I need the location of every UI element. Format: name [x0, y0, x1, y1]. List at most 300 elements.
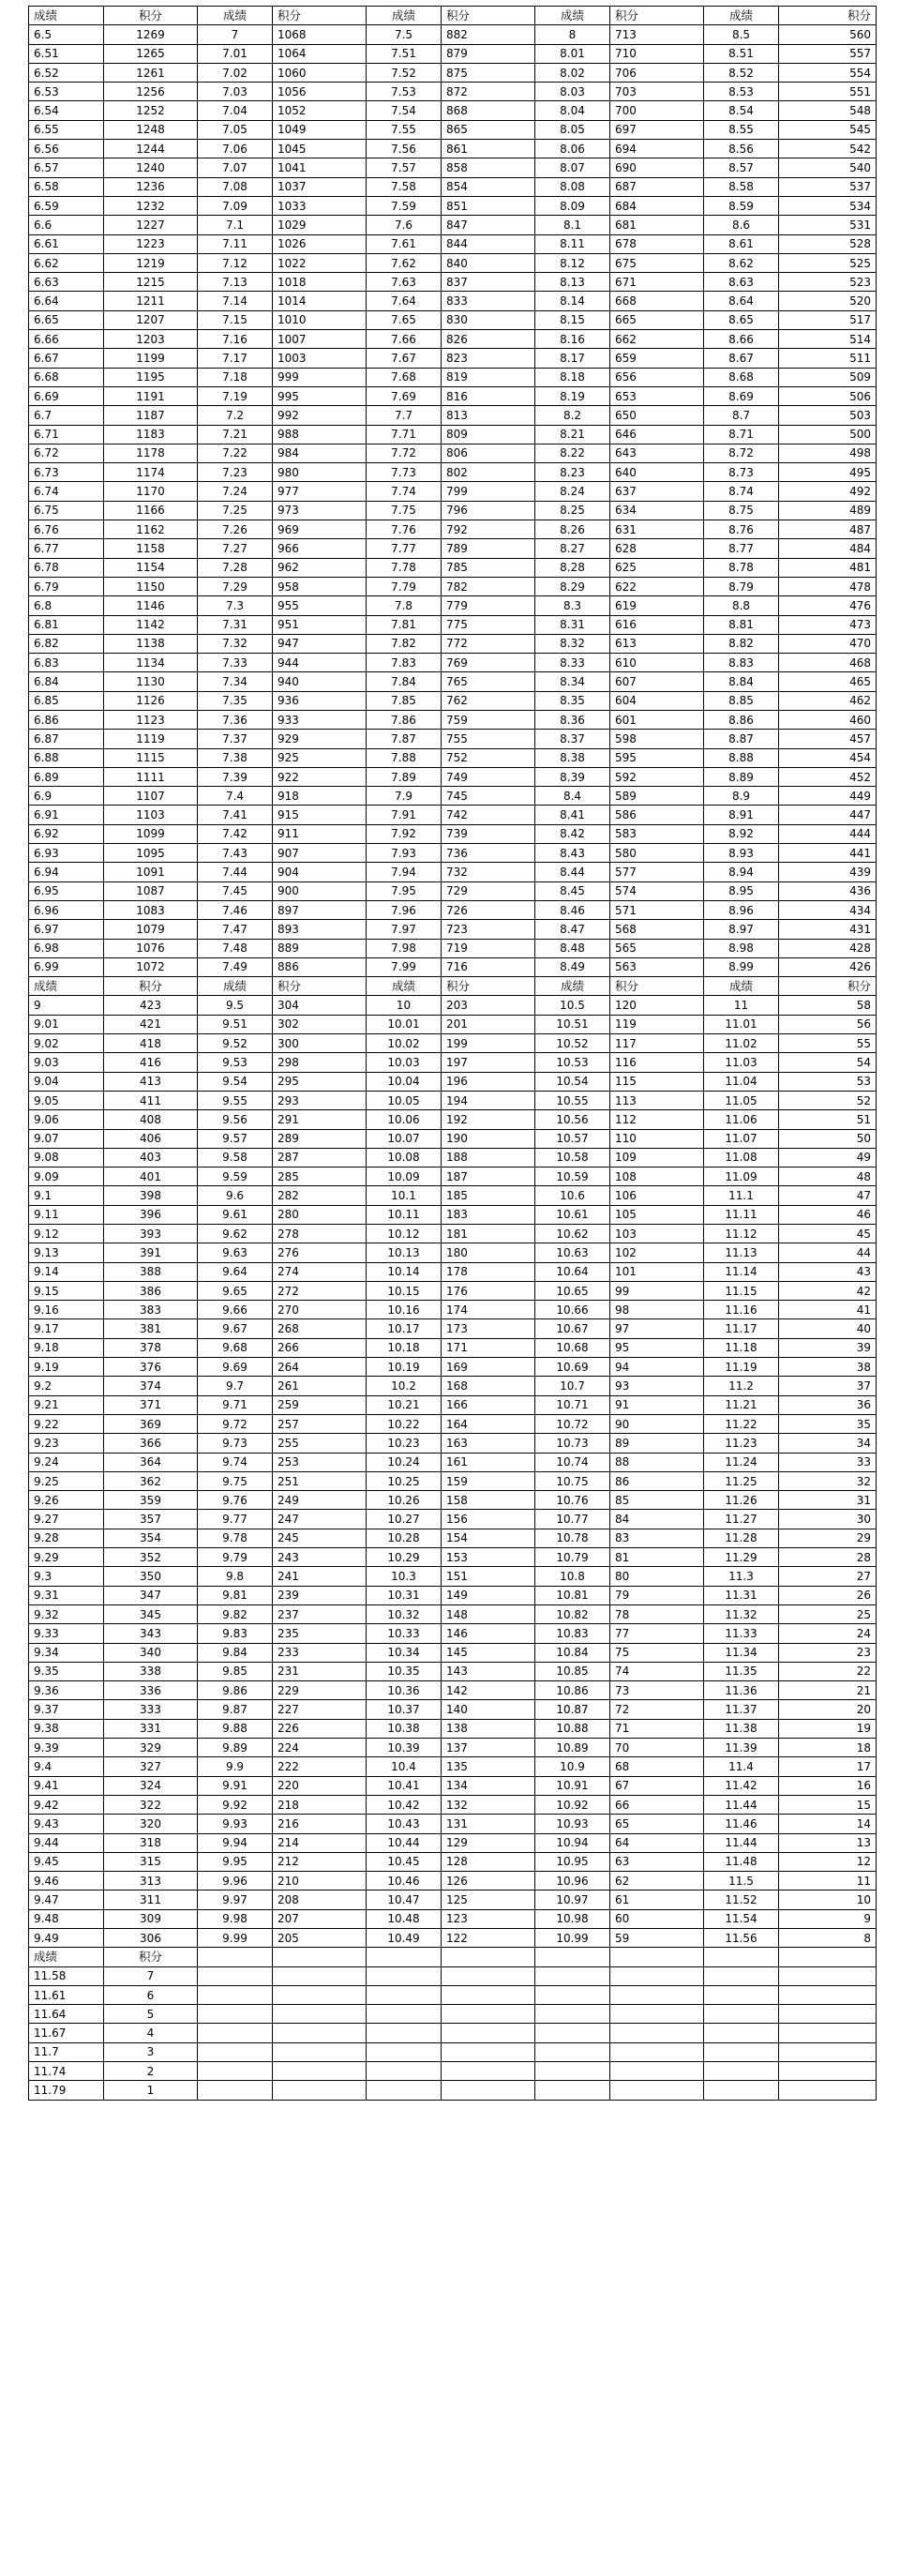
points-cell: 762: [442, 691, 535, 710]
score-cell: 9.77: [198, 1510, 273, 1529]
table-row: [29, 1529, 877, 1547]
points-cell: 2: [104, 2062, 198, 2081]
points-cell: 465: [779, 672, 877, 691]
points-cell: 343: [104, 1624, 198, 1643]
points-cell: 134: [442, 1776, 535, 1795]
points-cell: 1191: [104, 386, 198, 405]
score-header: 成绩: [198, 7, 273, 25]
score-cell: 6.89: [29, 767, 104, 786]
table-row: [29, 1015, 877, 1033]
points-cell: 72: [610, 1700, 704, 1719]
score-cell: 8.86: [704, 710, 779, 729]
score-cell: 10.67: [535, 1319, 610, 1338]
score-cell: 10.87: [535, 1700, 610, 1719]
score-cell: 8.26: [535, 520, 610, 539]
points-cell: 251: [273, 1471, 367, 1490]
points-cell: 67: [610, 1776, 704, 1795]
points-cell: 185: [442, 1186, 535, 1205]
points-cell: 1215: [104, 273, 198, 292]
score-cell: 8.83: [704, 654, 779, 672]
table-row: [29, 349, 877, 368]
points-cell: 619: [610, 596, 704, 615]
score-cell: 6.84: [29, 672, 104, 691]
points-cell: 643: [610, 444, 704, 462]
points-cell: 1227: [104, 216, 198, 234]
points-cell: 85: [610, 1491, 704, 1510]
empty-cell: [273, 1948, 367, 1966]
table-row: [29, 1414, 877, 1433]
points-cell: 3: [104, 2042, 198, 2061]
points-cell: 128: [442, 1852, 535, 1871]
score-cell: 6.85: [29, 691, 104, 710]
points-cell: 1103: [104, 806, 198, 824]
score-cell: 11.5: [704, 1872, 779, 1891]
empty-cell: [704, 1985, 779, 2004]
score-cell: 6.64: [29, 292, 104, 310]
points-cell: 253: [273, 1453, 367, 1471]
empty-cell: [273, 2024, 367, 2042]
table-row: [29, 957, 877, 976]
points-cell: 84: [610, 1510, 704, 1529]
points-cell: 625: [610, 558, 704, 577]
score-cell: 9.85: [198, 1662, 273, 1680]
score-table-body: [29, 7, 877, 2101]
score-cell: 11.56: [704, 1928, 779, 1947]
header-row: [29, 7, 877, 25]
points-cell: 436: [779, 881, 877, 900]
score-cell: 10.07: [367, 1129, 442, 1148]
score-cell: 6.61: [29, 234, 104, 253]
points-cell: 659: [610, 349, 704, 368]
score-cell: 7.44: [198, 863, 273, 881]
points-cell: 58: [779, 996, 877, 1015]
score-cell: 9.56: [198, 1110, 273, 1129]
points-cell: 14: [779, 1815, 877, 1833]
score-cell: 7.65: [367, 310, 442, 329]
points-cell: 426: [779, 957, 877, 976]
points-cell: 331: [104, 1719, 198, 1738]
score-cell: 10.73: [535, 1434, 610, 1453]
score-cell: 11.08: [704, 1148, 779, 1167]
score-cell: 6.99: [29, 957, 104, 976]
points-cell: 350: [104, 1567, 198, 1586]
score-cell: 7.92: [367, 824, 442, 843]
score-cell: 9.24: [29, 1453, 104, 1471]
points-cell: 958: [273, 577, 367, 595]
points-cell: 925: [273, 748, 367, 767]
table-row: [29, 1510, 877, 1529]
score-cell: 7.1: [198, 216, 273, 234]
points-cell: 837: [442, 273, 535, 292]
score-cell: 9.78: [198, 1529, 273, 1547]
table-row: [29, 1053, 877, 1072]
score-cell: 10.3: [367, 1567, 442, 1586]
points-cell: 176: [442, 1281, 535, 1300]
points-cell: 879: [442, 44, 535, 63]
score-cell: 7.67: [367, 349, 442, 368]
points-cell: 785: [442, 558, 535, 577]
empty-cell: [198, 1985, 273, 2004]
points-cell: 233: [273, 1643, 367, 1662]
score-cell: 9.87: [198, 1700, 273, 1719]
score-cell: 11.13: [704, 1243, 779, 1262]
points-cell: 30: [779, 1510, 877, 1529]
points-cell: 607: [610, 672, 704, 691]
points-cell: 749: [442, 767, 535, 786]
points-cell: 65: [610, 1815, 704, 1833]
score-cell: 10.5: [535, 996, 610, 1015]
empty-cell: [273, 2005, 367, 2024]
score-cell: 6.79: [29, 577, 104, 595]
score-cell: 9.17: [29, 1319, 104, 1338]
score-cell: 8.85: [704, 691, 779, 710]
points-cell: 145: [442, 1643, 535, 1662]
score-cell: 9.51: [198, 1015, 273, 1033]
points-cell: 796: [442, 501, 535, 520]
score-cell: 8.55: [704, 120, 779, 139]
score-cell: 7.07: [198, 158, 273, 177]
score-cell: 7.6: [367, 216, 442, 234]
score-cell: 7.22: [198, 444, 273, 462]
points-cell: 208: [273, 1891, 367, 1909]
points-cell: 143: [442, 1662, 535, 1680]
score-cell: 7.49: [198, 957, 273, 976]
table-row: [29, 1567, 877, 1586]
points-cell: 542: [779, 140, 877, 158]
score-cell: 9.12: [29, 1225, 104, 1243]
points-cell: 772: [442, 634, 535, 653]
score-cell: 11.33: [704, 1624, 779, 1643]
points-header: 积分: [610, 977, 704, 996]
score-cell: 10.36: [367, 1681, 442, 1700]
points-cell: 280: [273, 1205, 367, 1224]
score-cell: 7.48: [198, 939, 273, 957]
points-cell: 514: [779, 330, 877, 349]
points-cell: 199: [442, 1034, 535, 1053]
points-cell: 117: [610, 1034, 704, 1053]
points-cell: 91: [610, 1395, 704, 1414]
score-cell: 8.19: [535, 386, 610, 405]
score-cell: 10.12: [367, 1225, 442, 1243]
score-cell: 9.54: [198, 1072, 273, 1091]
empty-cell: [442, 2062, 535, 2081]
score-cell: 8.57: [704, 158, 779, 177]
points-cell: 41: [779, 1301, 877, 1319]
score-cell: 9.89: [198, 1739, 273, 1757]
table-row: [29, 520, 877, 539]
score-cell: 8.71: [704, 425, 779, 444]
points-cell: 1162: [104, 520, 198, 539]
points-cell: 149: [442, 1586, 535, 1604]
points-cell: 278: [273, 1225, 367, 1243]
points-cell: 259: [273, 1395, 367, 1414]
score-cell: 7.09: [198, 196, 273, 215]
score-cell: 11.64: [29, 2005, 104, 2024]
points-header: 积分: [104, 977, 198, 996]
points-cell: 1178: [104, 444, 198, 462]
points-cell: 782: [442, 577, 535, 595]
score-cell: 8.28: [535, 558, 610, 577]
score-cell: 10.02: [367, 1034, 442, 1053]
points-cell: 35: [779, 1414, 877, 1433]
points-cell: 671: [610, 273, 704, 292]
table-row: [29, 463, 877, 482]
table-row: [29, 310, 877, 329]
points-header: 积分: [779, 977, 877, 996]
score-cell: 9.32: [29, 1604, 104, 1623]
score-cell: 10.1: [367, 1186, 442, 1205]
score-cell: 11.04: [704, 1072, 779, 1091]
points-cell: 93: [610, 1377, 704, 1395]
score-cell: 7.33: [198, 654, 273, 672]
score-cell: 9.27: [29, 1510, 104, 1529]
score-cell: 11.16: [704, 1301, 779, 1319]
score-cell: 7.97: [367, 920, 442, 939]
score-cell: 10.58: [535, 1148, 610, 1167]
score-cell: 8.17: [535, 349, 610, 368]
points-cell: 1052: [273, 101, 367, 120]
points-cell: 220: [273, 1776, 367, 1795]
score-cell: 9.34: [29, 1643, 104, 1662]
table-row: [29, 539, 877, 558]
score-cell: 8.05: [535, 120, 610, 139]
points-cell: 132: [442, 1795, 535, 1814]
table-row: [29, 939, 877, 957]
table-row: [29, 1548, 877, 1567]
points-cell: 112: [610, 1110, 704, 1129]
points-cell: 26: [779, 1586, 877, 1604]
score-cell: 11.39: [704, 1739, 779, 1757]
table-row: [29, 558, 877, 577]
points-cell: 126: [442, 1872, 535, 1891]
points-cell: 270: [273, 1301, 367, 1319]
score-cell: 10: [367, 996, 442, 1015]
table-row: [29, 1624, 877, 1643]
points-cell: 1174: [104, 463, 198, 482]
score-cell: 7.98: [367, 939, 442, 957]
points-cell: 557: [779, 44, 877, 63]
score-cell: 9.21: [29, 1395, 104, 1414]
score-cell: 9.82: [198, 1604, 273, 1623]
empty-cell: [610, 1948, 704, 1966]
points-cell: 865: [442, 120, 535, 139]
points-cell: 844: [442, 234, 535, 253]
score-cell: 8.48: [535, 939, 610, 957]
score-cell: 8.73: [704, 463, 779, 482]
score-cell: 6.6: [29, 216, 104, 234]
score-cell: 8.35: [535, 691, 610, 710]
points-cell: 1244: [104, 140, 198, 158]
empty-cell: [535, 2081, 610, 2100]
points-cell: 137: [442, 1739, 535, 1757]
empty-cell: [704, 1966, 779, 1985]
score-cell: 6.62: [29, 253, 104, 272]
points-cell: 947: [273, 634, 367, 653]
points-cell: 706: [610, 63, 704, 82]
score-cell: 8.47: [535, 920, 610, 939]
points-cell: 44: [779, 1243, 877, 1262]
score-cell: 6.72: [29, 444, 104, 462]
score-cell: 8.87: [704, 730, 779, 748]
score-cell: 8.88: [704, 748, 779, 767]
points-cell: 166: [442, 1395, 535, 1414]
points-cell: 1026: [273, 234, 367, 253]
score-cell: 9.22: [29, 1414, 104, 1433]
points-cell: 20: [779, 1700, 877, 1719]
points-cell: 291: [273, 1110, 367, 1129]
score-cell: 10.83: [535, 1624, 610, 1643]
points-cell: 345: [104, 1604, 198, 1623]
points-cell: 196: [442, 1072, 535, 1091]
points-cell: 586: [610, 806, 704, 824]
points-cell: 285: [273, 1167, 367, 1186]
points-cell: 12: [779, 1852, 877, 1871]
table-row: [29, 1129, 877, 1148]
points-cell: 142: [442, 1681, 535, 1700]
points-cell: 610: [610, 654, 704, 672]
points-cell: 227: [273, 1700, 367, 1719]
score-cell: 7.5: [367, 25, 442, 44]
points-cell: 50: [779, 1129, 877, 1148]
score-cell: 7.63: [367, 273, 442, 292]
score-cell: 10.74: [535, 1453, 610, 1471]
score-cell: 11.23: [704, 1434, 779, 1453]
points-cell: 212: [273, 1852, 367, 1871]
points-cell: 813: [442, 406, 535, 425]
score-cell: 6.78: [29, 558, 104, 577]
table-row: [29, 1966, 877, 1985]
score-cell: 8.64: [704, 292, 779, 310]
points-cell: 73: [610, 1681, 704, 1700]
table-row: [29, 1700, 877, 1719]
table-row: [29, 806, 877, 824]
score-header: 成绩: [29, 1948, 104, 1966]
score-cell: 8.56: [704, 140, 779, 158]
points-cell: 27: [779, 1567, 877, 1586]
points-cell: 799: [442, 482, 535, 501]
score-cell: 10.53: [535, 1053, 610, 1072]
points-cell: 428: [779, 939, 877, 957]
points-cell: 656: [610, 368, 704, 386]
score-header: 成绩: [29, 977, 104, 996]
score-cell: 10.64: [535, 1262, 610, 1281]
score-cell: 9.5: [198, 996, 273, 1015]
score-cell: 9.07: [29, 1129, 104, 1148]
score-cell: 6.67: [29, 349, 104, 368]
points-cell: 140: [442, 1700, 535, 1719]
score-cell: 6.96: [29, 900, 104, 919]
score-cell: 8.07: [535, 158, 610, 177]
points-cell: 1087: [104, 881, 198, 900]
points-cell: 554: [779, 63, 877, 82]
points-cell: 231: [273, 1662, 367, 1680]
score-cell: 8.65: [704, 310, 779, 329]
points-cell: 1142: [104, 615, 198, 634]
score-cell: 8.11: [535, 234, 610, 253]
points-cell: 359: [104, 1491, 198, 1510]
points-cell: 216: [273, 1815, 367, 1833]
table-row: [29, 25, 877, 44]
score-cell: 9.73: [198, 1434, 273, 1453]
score-cell: 9.94: [198, 1833, 273, 1852]
empty-cell: [198, 2024, 273, 2042]
points-cell: 54: [779, 1053, 877, 1072]
points-cell: 980: [273, 463, 367, 482]
table-row: [29, 863, 877, 881]
score-cell: 11.26: [704, 1491, 779, 1510]
score-cell: 8.15: [535, 310, 610, 329]
score-cell: 7.64: [367, 292, 442, 310]
score-cell: 9.45: [29, 1852, 104, 1871]
score-cell: 8.96: [704, 900, 779, 919]
points-cell: 164: [442, 1414, 535, 1433]
points-cell: 398: [104, 1186, 198, 1205]
table-row: [29, 120, 877, 139]
points-cell: 1150: [104, 577, 198, 595]
points-cell: 755: [442, 730, 535, 748]
score-cell: 8.78: [704, 558, 779, 577]
score-cell: 10.48: [367, 1909, 442, 1928]
points-cell: 153: [442, 1548, 535, 1567]
score-cell: 8.94: [704, 863, 779, 881]
score-cell: 6.76: [29, 520, 104, 539]
score-cell: 8.04: [535, 101, 610, 120]
points-cell: 1130: [104, 672, 198, 691]
points-cell: 1183: [104, 425, 198, 444]
score-cell: 9.23: [29, 1434, 104, 1453]
points-cell: 944: [273, 654, 367, 672]
table-row: [29, 1985, 877, 2004]
points-cell: 511: [779, 349, 877, 368]
table-row: [29, 654, 877, 672]
table-row: [29, 1395, 877, 1414]
score-cell: 10.34: [367, 1643, 442, 1662]
table-row: [29, 1453, 877, 1471]
score-cell: 6.82: [29, 634, 104, 653]
score-cell: 8.2: [535, 406, 610, 425]
score-cell: 9.74: [198, 1453, 273, 1471]
score-cell: 7.86: [367, 710, 442, 729]
table-row: [29, 1909, 877, 1928]
points-cell: 98: [610, 1301, 704, 1319]
score-cell: 6.93: [29, 844, 104, 863]
score-cell: 8.77: [704, 539, 779, 558]
points-cell: 726: [442, 900, 535, 919]
score-cell: 9.35: [29, 1662, 104, 1680]
points-cell: 1256: [104, 83, 198, 101]
points-cell: 1099: [104, 824, 198, 843]
empty-cell: [610, 2062, 704, 2081]
points-cell: 851: [442, 196, 535, 215]
score-cell: 7.04: [198, 101, 273, 120]
empty-cell: [535, 2042, 610, 2061]
score-cell: 9.79: [198, 1548, 273, 1567]
table-row: [29, 2024, 877, 2042]
points-cell: 875: [442, 63, 535, 82]
score-cell: 7: [198, 25, 273, 44]
points-cell: 922: [273, 767, 367, 786]
score-cell: 8.79: [704, 577, 779, 595]
points-cell: 984: [273, 444, 367, 462]
score-cell: 8.76: [704, 520, 779, 539]
score-cell: 8.89: [704, 767, 779, 786]
score-cell: 6.51: [29, 44, 104, 63]
score-cell: 7.06: [198, 140, 273, 158]
table-row: [29, 824, 877, 843]
table-row: [29, 710, 877, 729]
score-cell: 8.5: [704, 25, 779, 44]
points-cell: 352: [104, 1548, 198, 1567]
